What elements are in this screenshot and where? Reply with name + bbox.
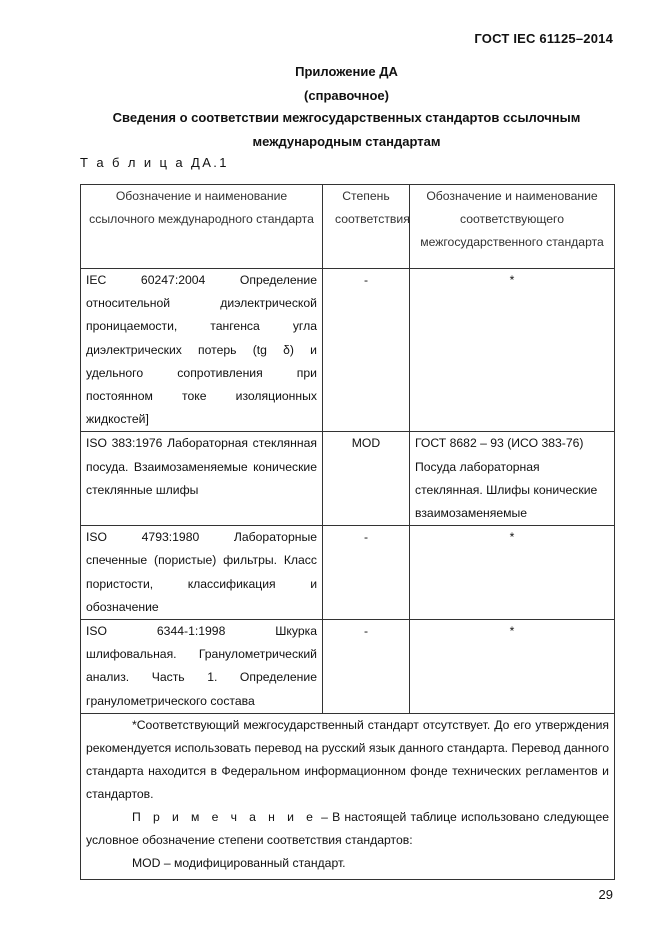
appendix-title: Приложение ДА <box>295 64 398 79</box>
page-number: 29 <box>598 887 613 902</box>
degree-cell: MOD <box>323 432 410 526</box>
column-header-reference-standard: Обозначение и наименование ссылочного международного стандарта <box>81 185 323 269</box>
table-row <box>81 432 615 526</box>
correspondence-table <box>80 184 615 880</box>
column-header-degree: Степень соответствия <box>323 185 410 269</box>
interstate-standard-cell: ГОСТ 8682 – 93 (ИСО 383-76) Посуда лабораторная стеклянная. Шлифы конические взаимозаменяемые <box>410 432 615 526</box>
appendix-heading-line1: Сведения о соответствии межгосударственных стандартов ссылочным <box>112 110 581 125</box>
table-row <box>81 269 615 432</box>
interstate-standard-cell: * <box>410 269 615 432</box>
mod-definition: MOD – модифицированный стандарт. <box>132 855 346 870</box>
degree-cell: - <box>323 526 410 620</box>
interstate-standard-cell: * <box>410 526 615 620</box>
table-footnotes <box>81 713 615 879</box>
degree-cell: - <box>323 620 410 714</box>
degree-cell: - <box>323 269 410 432</box>
appendix-heading-line2: международным стандартам <box>252 134 441 149</box>
document-code: ГОСТ IEC 61125–2014 <box>474 31 613 46</box>
table-header-row <box>81 185 615 269</box>
reference-standard-cell: ISO 383:1976 Лабораторная стеклянная посуда. Взаимозаменяемые конические стеклянные шлифы <box>81 432 323 526</box>
table-row <box>81 526 615 620</box>
reference-standard-cell: ISO 6344-1:1998 Шкурка шлифовальная. Гранулометрический анализ. Часть 1. Определение гранулометрического состава <box>81 620 323 714</box>
table-footer-row <box>81 713 615 879</box>
interstate-standard-cell: * <box>410 620 615 714</box>
table-row <box>81 620 615 714</box>
reference-standard-cell: IEC 60247:2004 Определение относительной диэлектрической проницаемости, тангенса угла диэлектрических потерь (tg δ) и удельного сопротивления при постоянном токе изоляционных жидкостей] <box>81 269 323 432</box>
note-paragraph <box>86 806 609 852</box>
table-caption: Т а б л и ц а ДА.1 <box>80 155 229 170</box>
note-text: – В настоящей таблице использовано следующее условное обозначение степени соответствия стандартов: <box>86 809 609 847</box>
reference-standard-cell: ISO 4793:1980 Лабораторные спеченные (пористые) фильтры. Класс пористости, классификация и обозначение <box>81 526 323 620</box>
note-label: П р и м е ч а н и е <box>132 809 317 824</box>
appendix-subtitle: (справочное) <box>304 88 389 103</box>
footnote-text: *Соответствующий межгосударственный стандарт отсутствует. До его утверждения рекомендуется использовать перевод на русский язык данного стандарта. Перевод данного стандарта находится в Федеральном информационном фонде технических регламентов и стандартов. <box>86 717 609 801</box>
column-header-interstate-standard: Обозначение и наименование соответствующего межгосударственного стандарта <box>410 185 615 269</box>
